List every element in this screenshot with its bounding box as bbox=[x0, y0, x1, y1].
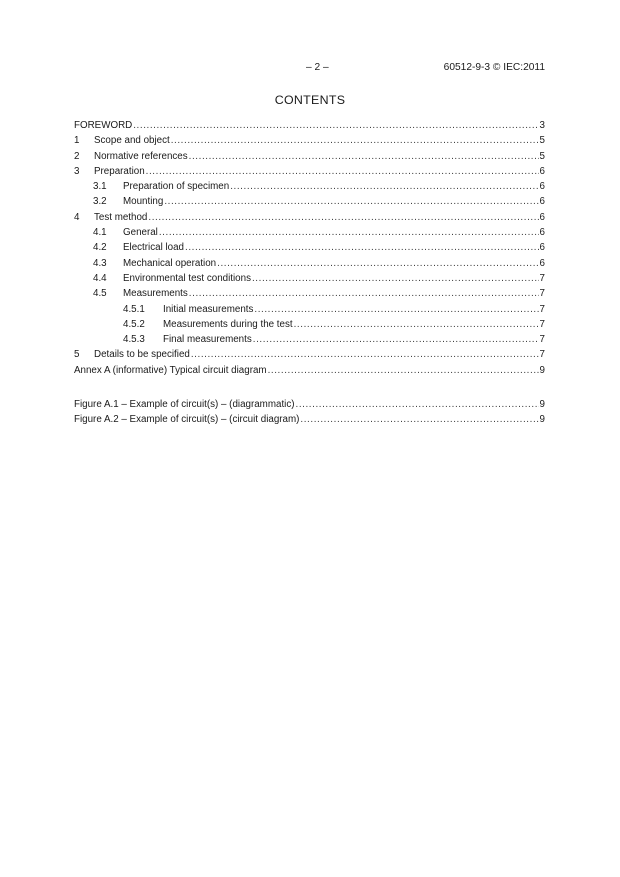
toc-entry-page: 3 bbox=[539, 120, 545, 131]
toc-entry-number: 4.5.1 bbox=[123, 303, 145, 315]
toc-entry[interactable] bbox=[74, 347, 545, 362]
dot-leader bbox=[217, 256, 538, 271]
toc-entry-page: 7 bbox=[539, 288, 545, 300]
toc-entry-page: 7 bbox=[539, 349, 545, 361]
toc-entry-page: 9 bbox=[539, 414, 545, 426]
toc-entry-page: 7 bbox=[539, 334, 545, 346]
toc-entry[interactable] bbox=[74, 412, 545, 427]
toc-entry-label: Final measurements bbox=[163, 334, 252, 346]
toc-entry-page: 7 bbox=[539, 272, 545, 284]
toc-entry-number: 4 bbox=[74, 211, 80, 223]
toc-entry-number: 5 bbox=[74, 349, 80, 361]
dot-leader bbox=[253, 332, 539, 347]
toc-entry[interactable] bbox=[74, 194, 545, 209]
toc-entry-label: Figure A.2 – Example of circuit(s) – (circuit diagram) bbox=[74, 414, 300, 426]
toc-entry-page: 7 bbox=[539, 303, 545, 315]
toc-entry-number: 1 bbox=[74, 135, 80, 147]
toc-entry-page: 6 bbox=[539, 196, 545, 208]
toc-entry-number: 4.3 bbox=[93, 257, 107, 269]
dot-leader bbox=[230, 179, 538, 194]
dot-leader bbox=[171, 133, 539, 148]
dot-leader bbox=[159, 225, 539, 240]
dot-leader bbox=[148, 210, 538, 225]
dot-leader bbox=[189, 149, 539, 164]
dot-leader bbox=[294, 317, 539, 332]
toc-entry[interactable] bbox=[74, 363, 545, 378]
dot-leader bbox=[254, 302, 538, 317]
toc-entry[interactable] bbox=[74, 286, 545, 301]
dot-leader bbox=[189, 286, 539, 301]
document-id: 60512-9-3 © IEC:2011 bbox=[443, 62, 545, 73]
toc-entry-page: 9 bbox=[539, 399, 545, 411]
dot-leader bbox=[191, 347, 539, 362]
toc-entry-page: 6 bbox=[539, 211, 545, 223]
toc-entry-number: 4.4 bbox=[93, 272, 107, 284]
toc-entry-number: 4.2 bbox=[93, 242, 107, 254]
toc-entry-number: 2 bbox=[74, 150, 80, 162]
toc-entry[interactable] bbox=[74, 302, 545, 317]
toc-entry-page: 6 bbox=[539, 165, 545, 177]
toc-entry-number: 3 bbox=[74, 165, 80, 177]
toc-entry-label: General bbox=[123, 227, 158, 239]
dot-leader bbox=[185, 240, 539, 255]
dot-leader bbox=[146, 164, 539, 179]
toc-entry-label: Measurements bbox=[123, 288, 188, 300]
toc-entry-page: 7 bbox=[539, 318, 545, 330]
toc-entry-label: Normative references bbox=[94, 150, 188, 162]
toc-entry-label: FOREWORD bbox=[74, 120, 133, 131]
toc-entry-page: 6 bbox=[539, 181, 545, 193]
toc-entry-number: 3.2 bbox=[93, 196, 107, 208]
toc-entry-label: Details to be specified bbox=[94, 349, 190, 361]
toc-entry[interactable] bbox=[74, 149, 545, 164]
toc-entry-label: Annex A (informative) Typical circuit diagram bbox=[74, 364, 267, 376]
toc-entry[interactable] bbox=[74, 332, 545, 347]
page-header bbox=[74, 62, 545, 76]
toc-entry-number: 4.5 bbox=[93, 288, 107, 300]
toc-entry[interactable] bbox=[74, 317, 545, 332]
toc-entry[interactable] bbox=[74, 118, 545, 133]
toc-entry-label: Mechanical operation bbox=[123, 257, 217, 269]
toc-entry-number: 4.5.2 bbox=[123, 318, 145, 330]
page-number: – 2 – bbox=[306, 62, 329, 73]
table-of-contents bbox=[74, 118, 545, 428]
toc-entry-number: 4.1 bbox=[93, 227, 107, 239]
toc-entry-label: Test method bbox=[94, 211, 148, 223]
toc-entry-page: 6 bbox=[539, 227, 545, 239]
toc-entry-page: 6 bbox=[539, 242, 545, 254]
toc-entry-label: Measurements during the test bbox=[163, 318, 293, 330]
toc-entry[interactable] bbox=[74, 225, 545, 240]
toc-entry-label: Preparation bbox=[94, 165, 145, 177]
toc-entry-page: 6 bbox=[539, 257, 545, 269]
dot-leader bbox=[252, 271, 539, 286]
toc-entry[interactable] bbox=[74, 210, 545, 225]
dot-leader bbox=[300, 412, 538, 427]
toc-entry[interactable] bbox=[74, 179, 545, 194]
dot-leader bbox=[296, 397, 539, 412]
toc-entry[interactable] bbox=[74, 256, 545, 271]
toc-entry-page: 5 bbox=[539, 135, 545, 147]
toc-entry-label: Electrical load bbox=[123, 242, 184, 254]
toc-entry-label: Initial measurements bbox=[163, 303, 254, 315]
toc-entry-page: 9 bbox=[539, 364, 545, 376]
toc-entry[interactable] bbox=[74, 271, 545, 286]
toc-entry-label: Mounting bbox=[123, 196, 164, 208]
toc-entry-label: Preparation of specimen bbox=[123, 181, 230, 193]
toc-entry[interactable] bbox=[74, 164, 545, 179]
toc-entry-label: Figure A.1 – Example of circuit(s) – (diagrammatic) bbox=[74, 399, 295, 411]
dot-leader bbox=[268, 363, 539, 378]
toc-entry-number: 4.5.3 bbox=[123, 334, 145, 346]
toc-entry[interactable] bbox=[74, 240, 545, 255]
dot-leader bbox=[133, 118, 538, 133]
toc-entry-label: Environmental test conditions bbox=[123, 272, 251, 284]
toc-entry-label: Scope and object bbox=[94, 135, 170, 147]
toc-entry-page: 5 bbox=[539, 150, 545, 162]
page-title: CONTENTS bbox=[274, 93, 346, 107]
toc-entry-number: 3.1 bbox=[93, 181, 107, 193]
toc-entry[interactable] bbox=[74, 133, 545, 148]
dot-leader bbox=[164, 194, 538, 209]
toc-entry[interactable] bbox=[74, 397, 545, 412]
